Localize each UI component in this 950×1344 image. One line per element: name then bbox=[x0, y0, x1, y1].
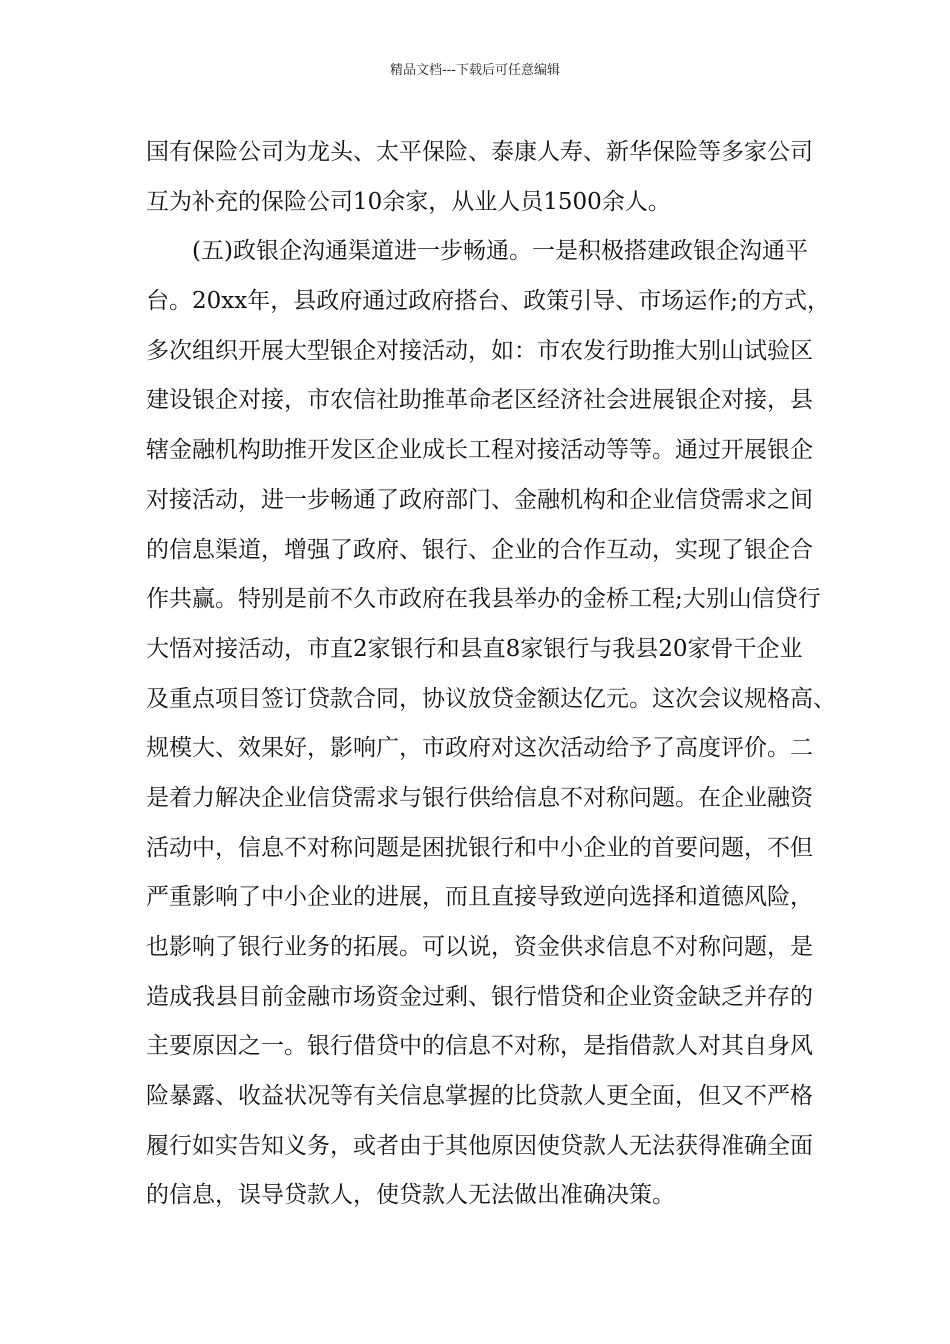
text-line: 也影响了银行业务的拓展。可以说，资金供求信息不对称问题，是 bbox=[146, 934, 813, 960]
text-line: 辖金融机构助推开发区企业成长工程对接活动等等。通过开展银企 bbox=[146, 437, 813, 464]
text-line: 建设银企对接，市农信社助推革命老区经济社会进展银企对接，县 bbox=[146, 387, 813, 414]
text-line: 活动中，信息不对称问题是困扰银行和中小企业的首要问题，不但 bbox=[146, 834, 813, 861]
text-line: 及重点项目签订贷款合同，协议放贷金额达亿元。这次会议规格高、 bbox=[146, 685, 836, 712]
text-line: 造成我县目前金融市场资金过剩、银行惜贷和企业资金缺乏并存的 bbox=[146, 983, 813, 1010]
text-line: 国有保险公司为龙头、太平保险、泰康人寿、新华保险等多家公司 bbox=[146, 139, 813, 165]
paragraph-start-line: (五)政银企沟通渠道进一步畅通。一是积极搭建政银企沟通平 bbox=[146, 238, 808, 265]
text-line: 多次组织开展大型银企对接活动，如：市农发行助推大别山试验区 bbox=[146, 337, 813, 364]
text-line: 主要原因之一。银行借贷中的信息不对称，是指借款人对其自身风 bbox=[146, 1033, 813, 1060]
text-line: 作共赢。特别是前不久市政府在我县举办的金桥工程;大别山信贷行 bbox=[146, 586, 821, 613]
text-line: 对接活动，进一步畅通了政府部门、金融机构和企业信贷需求之间 bbox=[146, 486, 813, 513]
text-line: 的信息渠道，增强了政府、银行、企业的合作互动，实现了银企合 bbox=[146, 536, 813, 563]
body-text bbox=[146, 128, 836, 1221]
text-line: 台。20xx年，县政府通过政府搭台、政策引导、市场运作;的方式， bbox=[146, 288, 830, 315]
text-line: 险暴露、收益状况等有关信息掌握的比贷款人更全面，但又不严格 bbox=[146, 1083, 813, 1110]
text-line: 规模大、效果好，影响广，市政府对这次活动给予了高度评价。二 bbox=[146, 735, 813, 762]
page-header: 精品文档---下载后可任意编辑 bbox=[389, 63, 561, 78]
text-line: 互为补充的保险公司10余家，从业人员1500余人。 bbox=[146, 188, 671, 215]
text-line: 严重影响了中小企业的进展，而且直接导致逆向选择和道德风险， bbox=[146, 884, 813, 911]
text-line: 是着力解决企业信贷需求与银行供给信息不对称问题。在企业融资 bbox=[146, 784, 813, 811]
text-line: 履行如实告知义务，或者由于其他原因使贷款人无法获得准确全面 bbox=[146, 1132, 813, 1159]
text-line: 的信息，误导贷款人，使贷款人无法做出准确决策。 bbox=[146, 1182, 675, 1209]
text-line: 大悟对接活动，市直2家银行和县直8家银行与我县20家骨干企业 bbox=[146, 635, 803, 662]
